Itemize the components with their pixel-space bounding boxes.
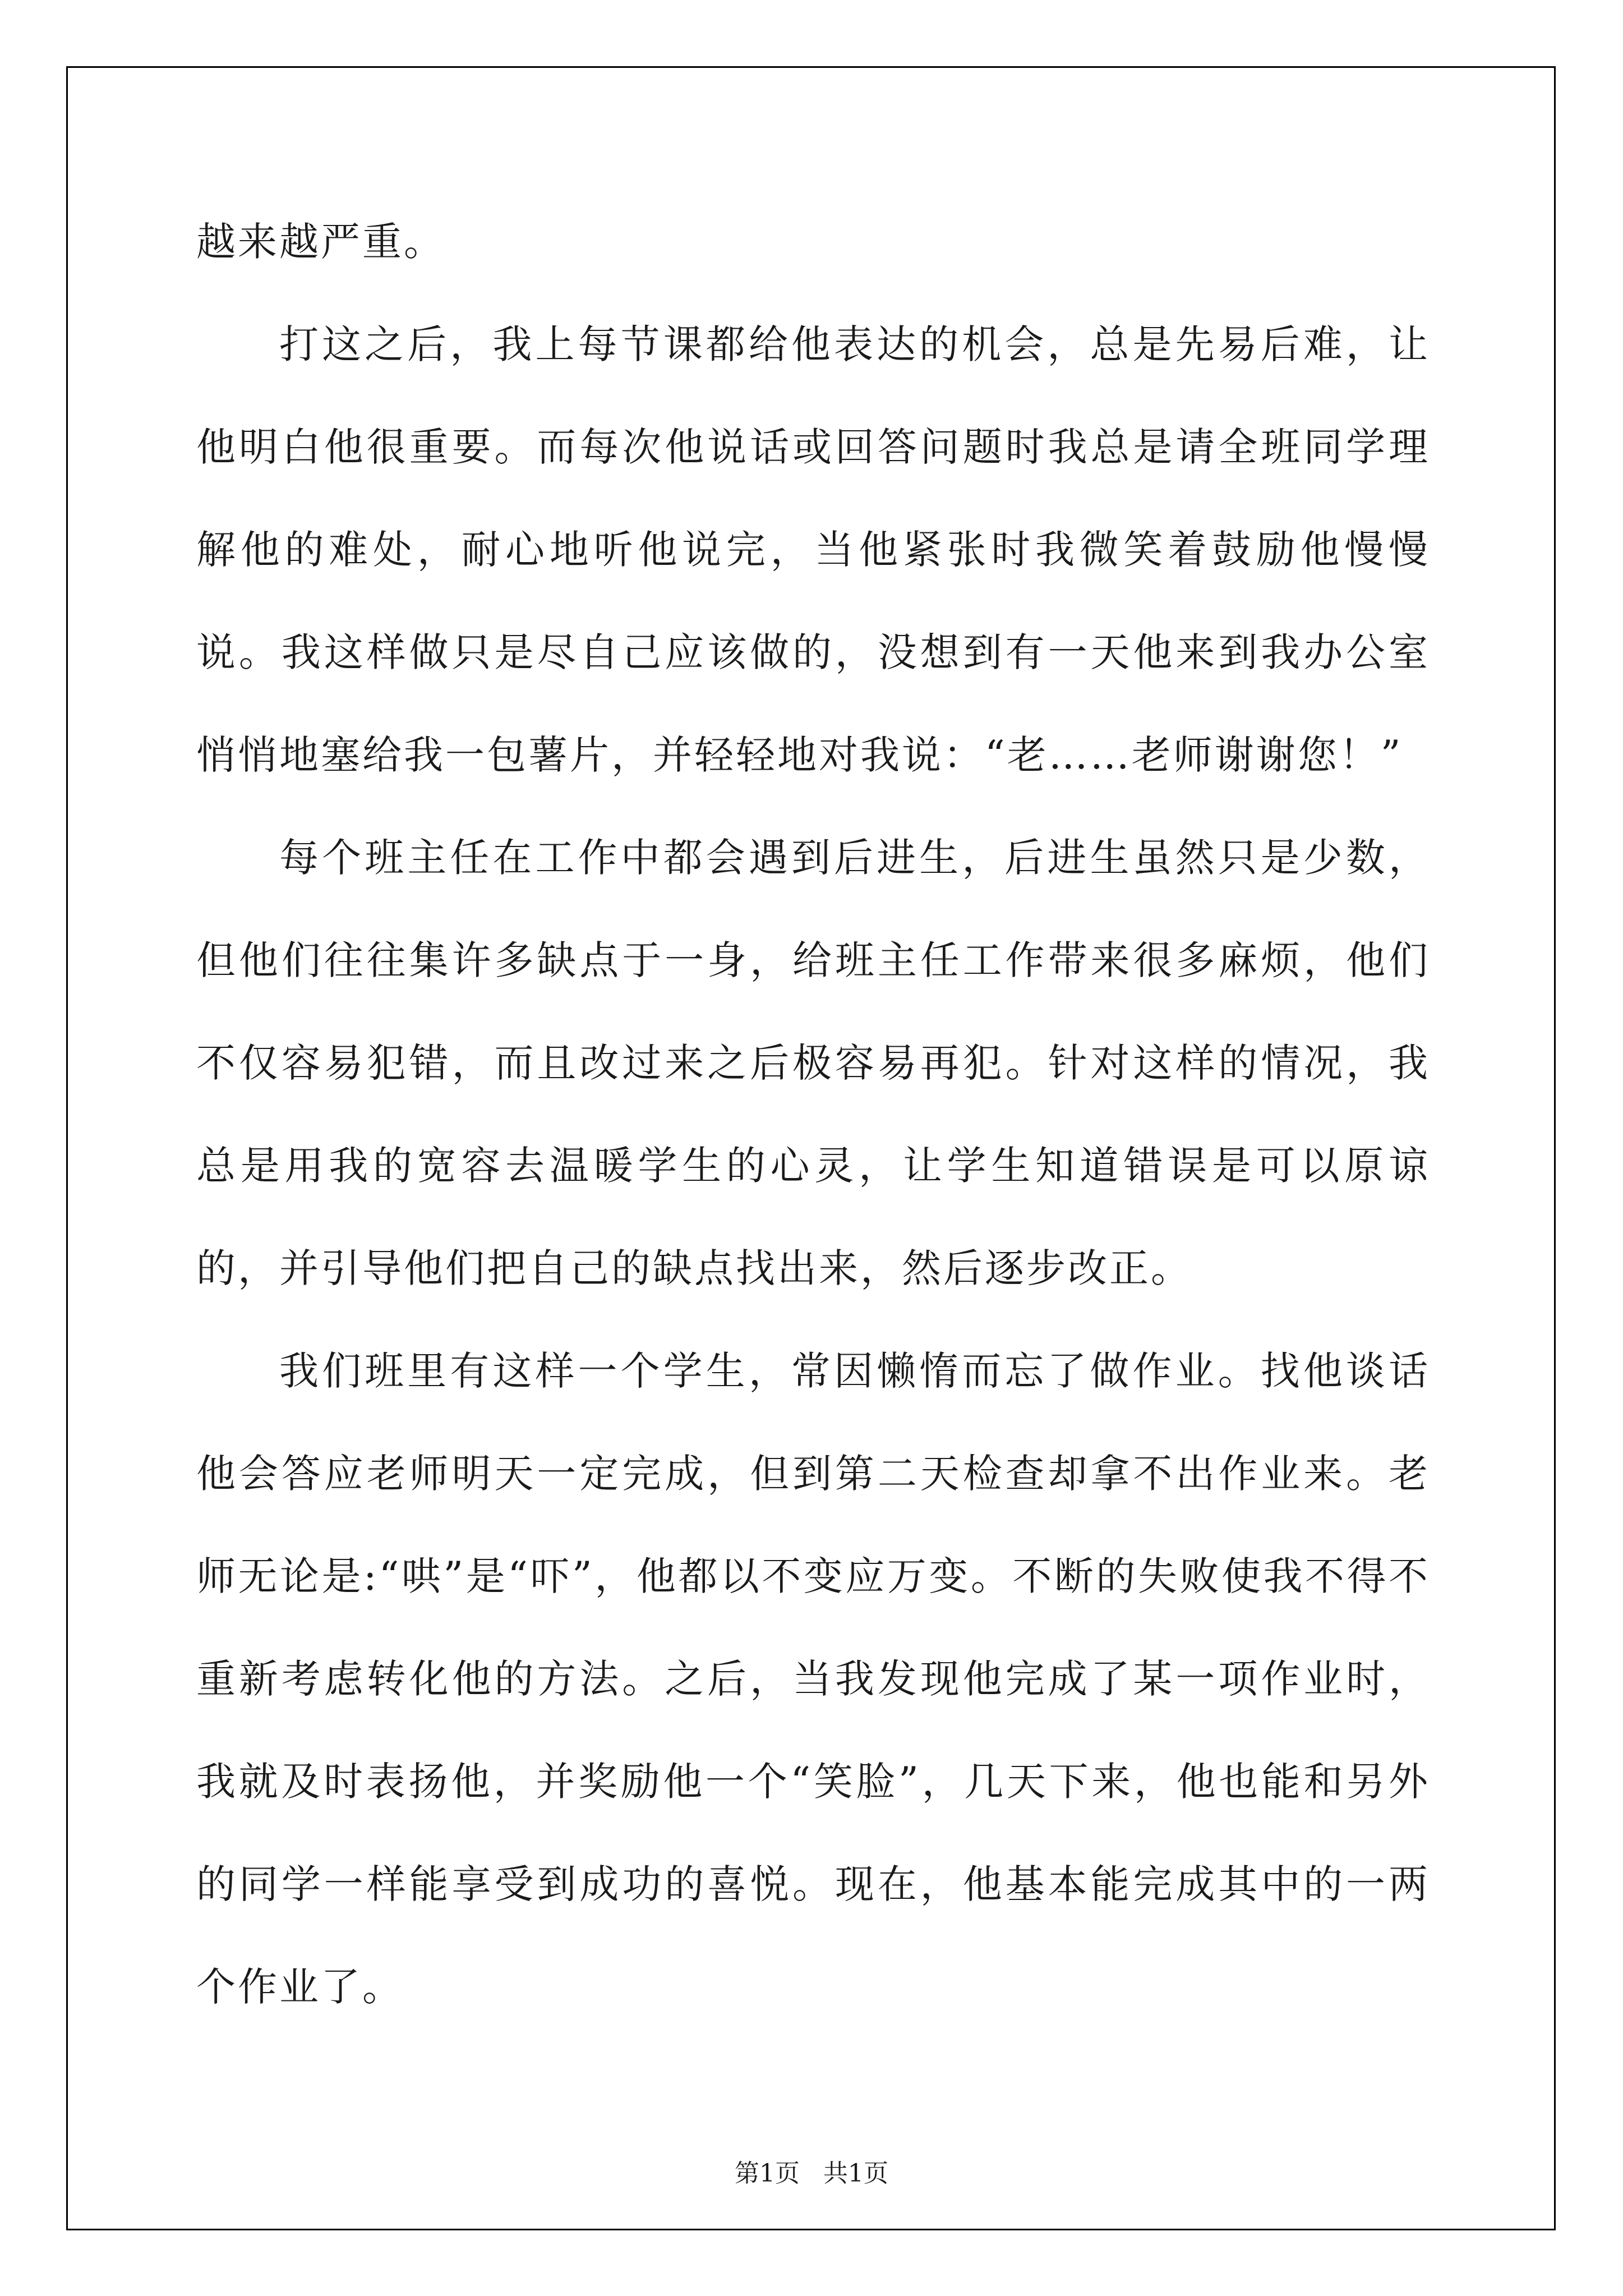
- footer-spacer: [800, 2159, 823, 2188]
- page-number-total: 共1页: [823, 2159, 888, 2188]
- paragraph-3: 每个班主任在工作中都会遇到后进生，后进生虽然只是少数，但他们往往集许多缺点于一身，给班主任工作带来很多麻烦，他们不仅容易犯错，而且改过来之后极容易再犯。针对这样的情况，我总是用我的宽容去温暖学生的心灵，让学生知道错误是可以原谅的，并引导他们把自己的缺点找出来，然后逐步改正。: [196, 835, 1430, 1291]
- document-body: [196, 191, 1430, 2039]
- page-number-current: 第1页: [735, 2159, 800, 2188]
- paragraph-2: 打这之后，我上每节课都给他表达的机会，总是先易后难，让他明白他很重要。而每次他说话或回答问题时我总是请全班同学理解他的难处，耐心地听他说完，当他紧张时我微笑着鼓励他慢慢说。我这样做只是尽自己应该做的，没想到有一天他来到我办公室悄悄地塞给我一包薯片，并轻轻地对我说：“老……老师谢谢您！”: [196, 321, 1430, 778]
- page-footer: [0, 2153, 1623, 2189]
- paragraph-1: 越来越严重。: [196, 219, 445, 265]
- paragraph-4: 我们班里有这样一个学生，常因懒惰而忘了做作业。找他谈话他会答应老师明天一定完成，但到第二天检查却拿不出作业来。老师无论是:“哄”是“吓”，他都以不变应万变。不断的失败使我不得不重新考虑转化他的方法。之后，当我发现他完成了某一项作业时，我就及时表扬他，并奖励他一个“笑脸”，几天下来，他也能和另外的同学一样能享受到成功的喜悦。现在，他基本能完成其中的一两个作业了。: [196, 1348, 1430, 2010]
